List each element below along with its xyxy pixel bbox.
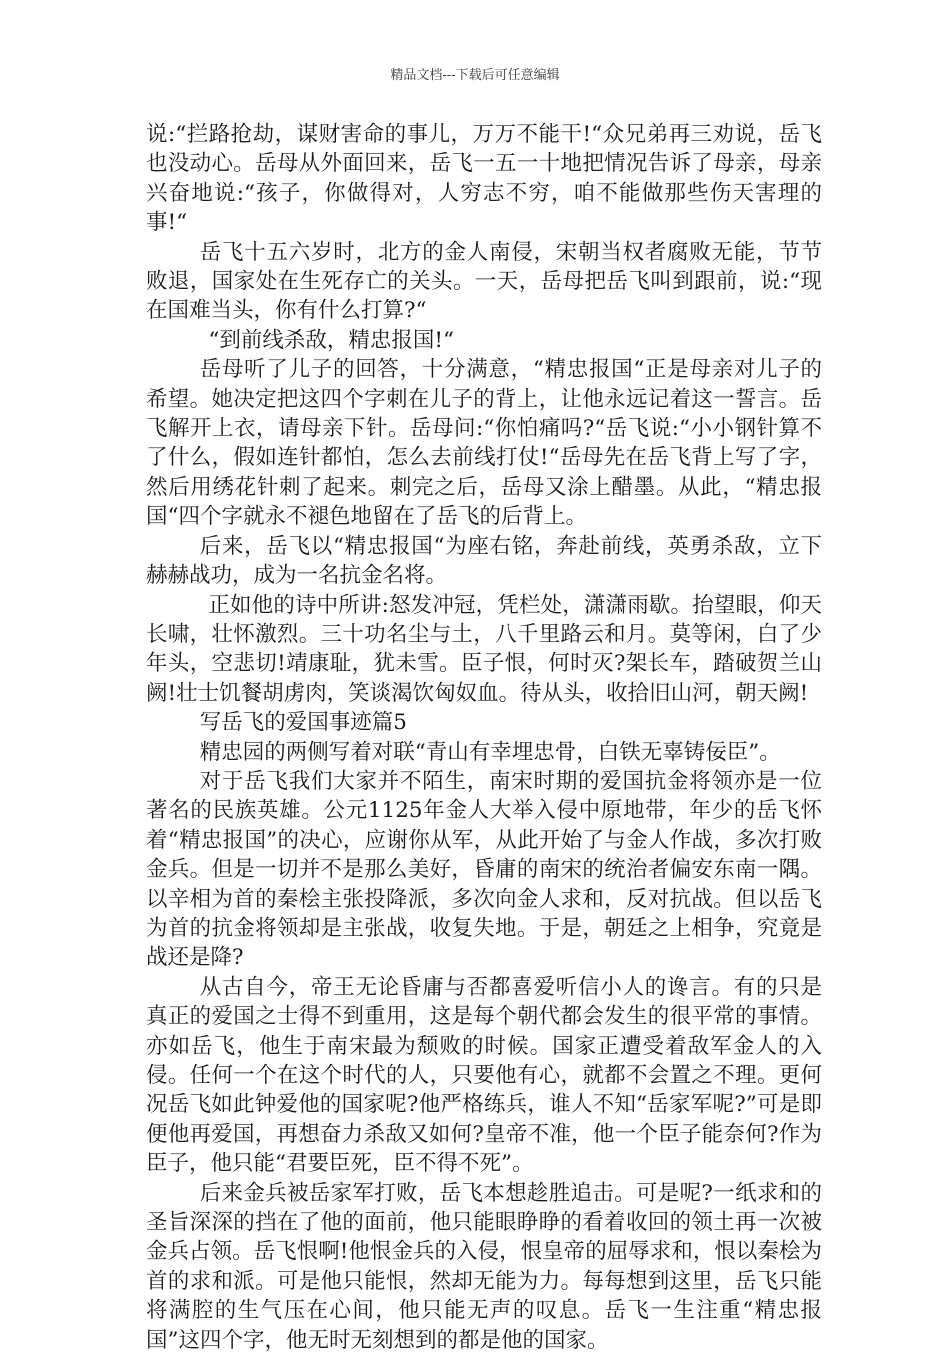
paragraph-dialogue: “到前线杀敌，精忠报国!“: [208, 327, 454, 353]
paragraph-poem: 正如他的诗中所讲:怒发冲冠，凭栏处，潇潇雨歇。抬望眼，仰天长啸，壮怀激烈。三十功名尘与土，八千里路云和月。莫等闲，白了少年头，空悲切!靖康耻，犹未雪。臣子恨，何时灭?架长车，踏破贺兰山阙!壮士饥餐胡虏肉，笑谈渴饮匈奴血。待从头，收拾旧山河，朝天阙!: [146, 592, 822, 706]
paragraph: 后来，岳飞以“精忠报国“为座右铭，奔赴前线，英勇杀敌，立下赫赫战功，成为一名抗金名将。: [146, 533, 822, 589]
paragraph: 对于岳飞我们大家并不陌生，南宋时期的爱国抗金将领亦是一位著名的民族英雄。公元1125年金人大举入侵中原地带，年少的岳飞怀着“精忠报国”的决心，应谢你从军，从此开始了与金人作战，多次打败金兵。但是一切并不是那么美好，昏庸的南宋的统治者偏安东南一隅。以辛相为首的秦桧主张投降派，多次向金人求和，反对抗战。但以岳飞为首的抗金将领却是主张战，收复失地。于是，朝廷之上相争，究竟是战还是降?: [146, 768, 822, 971]
paragraph: 精忠园的两侧写着对联“青山有幸埋忠骨，白铁无辜铸佞臣”。: [199, 739, 781, 765]
page-header: 精品文档---下载后可任意编辑: [390, 68, 560, 83]
paragraph: 岳母听了儿子的回答，十分满意，“精忠报国“正是母亲对儿子的希望。她决定把这四个字刺在儿子的背上，让他永远记着这一誓言。岳飞解开上衣，请母亲下针。岳母问:“你怕痛吗?“岳飞说:“小小钢针算不了什么，假如连针都怕，怎么去前线打仗!“岳母先在岳飞背上写了字，然后用绣花针刺了起来。刺完之后，岳母又涂上醋墨。从此，“精忠报国“四个字就永不褪色地留在了岳飞的后背上。: [146, 357, 822, 530]
document-body: [146, 120, 822, 1355]
paragraph: 岳飞十五六岁时，北方的金人南侵，宋朝当权者腐败无能，节节败退，国家处在生死存亡的关头。一天，岳母把岳飞叫到跟前，说:“现在国难当头，你有什么打算?“: [146, 239, 822, 324]
paragraph: 从古自今，帝王无论昏庸与否都喜爱听信小人的谗言。有的只是真正的爱国之士得不到重用，这是每个朝代都会发生的很平常的事情。亦如岳飞，他生于南宋最为颓败的时候。国家正遭受着敌军金人的入侵。任何一个在这个时代的人，只要他有心，就都不会置之不理。更何况岳飞如此钟爱他的国家呢?他严格练兵，谁人不知“岳家军呢?”可是即便他再爱国，再想奋力杀敌又如何?皇帝不准，他一个臣子能奈何?作为臣子，他只能“君要臣死，臣不得不死”。: [146, 974, 822, 1177]
paragraph-continuation: 说:“拦路抢劫，谋财害命的事儿，万万不能干!“众兄弟再三劝说，岳飞也没动心。岳母从外面回来，岳飞一五一十地把情况告诉了母亲，母亲兴奋地说:“孩子，你做得对，人穷志不穷，咱不能做那些伤天害理的事!“: [146, 122, 822, 236]
paragraph: 后来金兵被岳家军打败，岳飞本想趁胜追击。可是呢?一纸求和的圣旨深深的挡在了他的面前，他只能眼睁睁的看着收回的领土再一次被金兵占领。岳飞恨啊!他恨金兵的入侵，恨皇帝的屈辱求和，恨以秦桧为首的求和派。可是他只能恨，然却无能为力。每每想到这里，岳飞只能将满腔的生气压在心间，他只能无声的叹息。岳飞一生注重“精忠报国”这四个字，他无时无刻想到的都是他的国家。: [146, 1180, 822, 1353]
section-heading: 写岳飞的爱国事迹篇5: [199, 710, 407, 736]
